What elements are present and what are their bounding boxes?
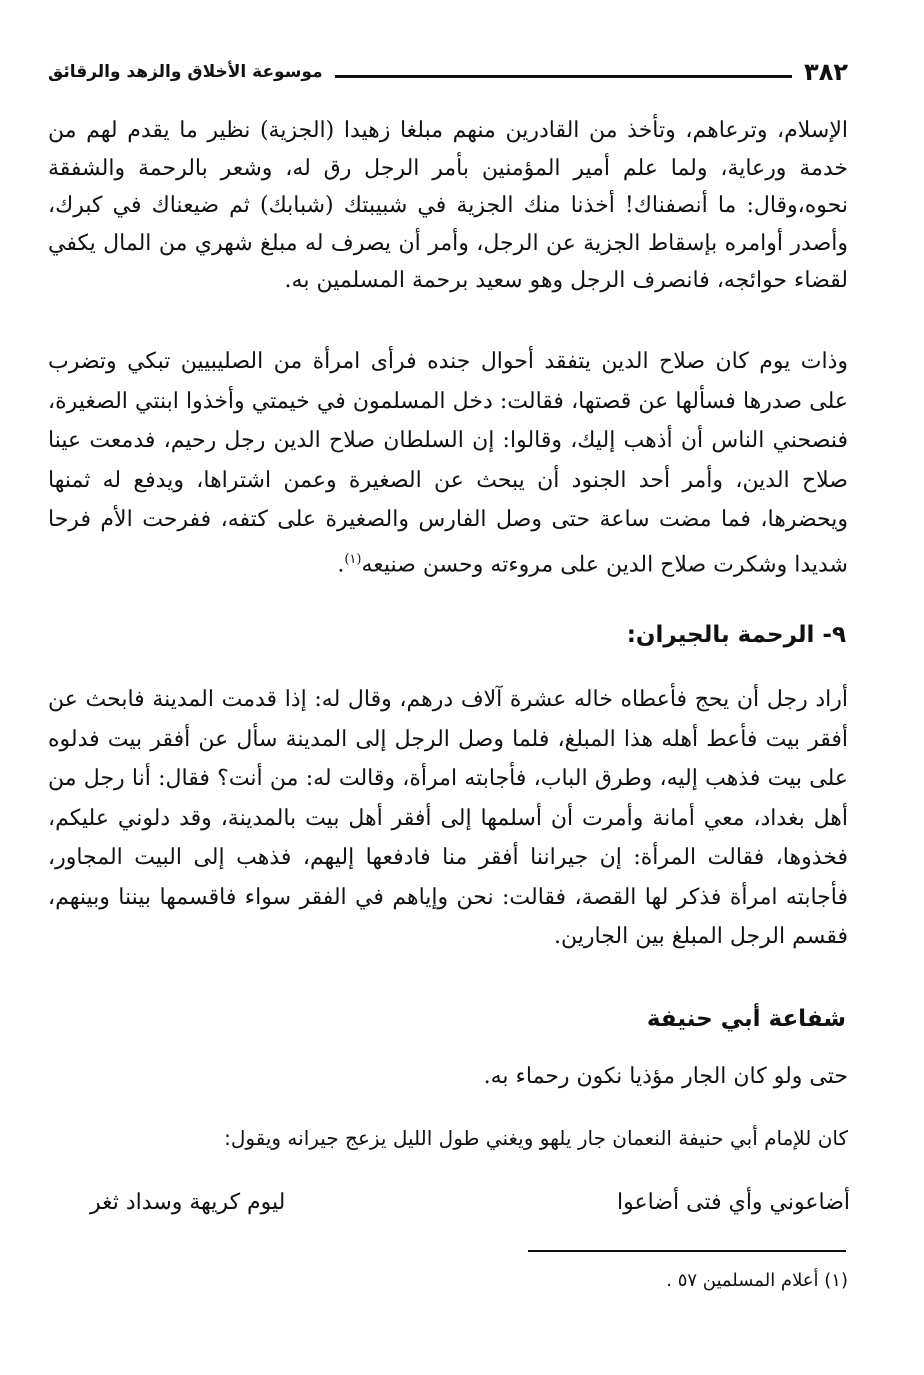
paragraph-1: الإسلام، وترعاهم، وتأخذ من القادرين منهم مبلغا زهيدا (الجزية) نظير ما يقدم لهم من خدمة ورعاية، ولما علم أمير المؤمنين بأمر الرجل رق له، وشعر بالرحمة والشفقة نحوه،وقال: ما أنصفناك! أخذنا منك الجزية في شبيبتك (شبابك) ثم ضيعناك في كبرك، وأصدر أوامره بإسقاط الجزية عن الرجل، وأمر أن يصرف له مبلغ شهري من المال يكفي لقضاء حوائجه، فانصرف الرجل وهو سعيد برحمة المسلمين به. — [48, 118, 848, 293]
paragraph-2: وذات يوم كان صلاح الدين يتفقد أحوال جنده فرأى امرأة من الصليبيين تبكي وتضرب على صدرها فسألها عن قصتها، فقالت: دخل المسلمون في خيمتي وأخذوا ابنتي الصغيرة، فنصحني الناس أن أذهب إليك، وقالوا: إن السلطان صلاح الدين رجل رحيم، فدمعت عينا صلاح الدين، وأمر أحد الجنود أن يبحث عن الصغيرة وعمن اشتراها، ويدفع له ثمنها ويحضرها، فما مضت ساعة حتى وصل الفارس والصغيرة على كتفه، ففرحت الأم فرحا شديدا وشكرت صلاح الدين على مروءته وحسن صنيعه$^{(١)}$. — [48, 349, 848, 577]
footnote-marker[interactable]: (١) — [344, 551, 362, 567]
paragraph-3: أراد رجل أن يحج فأعطاه خاله عشرة آلاف درهم، وقال له: إذا قدمت المدينة فابحث عن أفقر بيت فأعط أهله هذا المبلغ، فلما وصل الرجل إلى المدينة سأل عن أفقر بيت فدلوه على بيت فذهب إليه، وطرق الباب، فأجابته امرأة، وقالت له: من أنت؟ فقال: أنا رجل من أهل بغداد، معي أمانة وأمرت أن أسلمها إلى أفقر أهل بيت بالمدينة، وقد دلوني عليكم، فخذوها، فقالت المرأة: إن جيراننا أفقر منا فادفعها إليهم، فذهب إلى البيت المجاور، فأجابته امرأة فذكر لها القصة، فقالت: نحن وإياهم في الفقر سواء فاقسمها بيننا وبينهم، فقسم الرجل المبلغ بين الجارين. — [48, 687, 848, 949]
paragraph-2-text: وذات يوم كان صلاح الدين يتفقد أحوال جنده فرأى امرأة من الصليبيين تبكي وتضرب على صدرها فسألها عن قصتها، فقالت: دخل المسلمون في خيمتي وأخذوا ابنتي الصغيرة، فنصحني الناس أن أذهب إليك، وقالوا: إن السلطان صلاح الدين رجل رحيم، فدمعت عينا صلاح الدين، وأمر أحد الجنود أن يبحث عن الصغيرة وعمن اشتراها، ويدفع له ثمنها ويحضرها، فما مضت ساعة حتى وصل الفارس والصغيرة على كتفه، ففرحت الأم فرحا شديدا وشكرت صلاح الدين على مروءته وحسن صنيعه — [48, 349, 848, 577]
section-heading-neighbors: ٩- الرحمة بالجيران: — [626, 622, 846, 648]
footnote-divider — [528, 1250, 846, 1252]
book-title: موسوعة الأخلاق والزهد والرقائق — [48, 62, 323, 82]
page-header — [48, 52, 848, 92]
section-heading-abu-hanifa: شفاعة أبي حنيفة — [646, 1006, 846, 1032]
poem-verse — [90, 1182, 850, 1222]
page-number: ٣٨٢ — [804, 58, 848, 86]
text-line-2: كان للإمام أبي حنيفة النعمان جار يلهو ويغني طول الليل يزعج جيرانه ويقول: — [224, 1126, 848, 1150]
verse-hemistich-1: أضاعوني وأي فتى أضاعوا — [617, 1189, 850, 1215]
verse-hemistich-2: ليوم كريهة وسداد ثغر — [90, 1189, 286, 1215]
text-line-1: حتى ولو كان الجار مؤذيا نكون رحماء به. — [483, 1064, 848, 1089]
header-rule — [335, 75, 792, 78]
footnote: (١) أعلام المسلمين ٥٧ . — [666, 1270, 848, 1291]
